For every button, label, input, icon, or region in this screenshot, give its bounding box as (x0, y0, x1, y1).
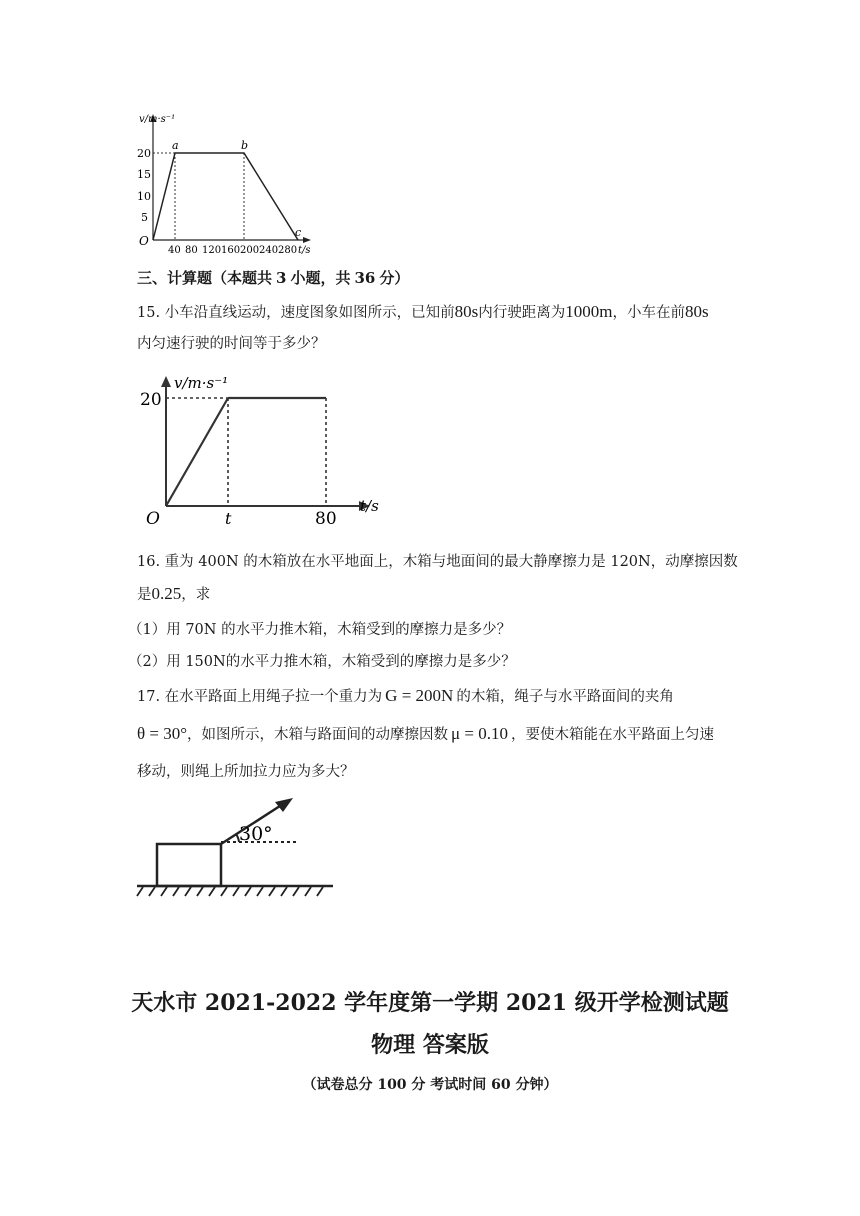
t-label: t (225, 509, 232, 528)
velocity-time-graph-1 (135, 108, 315, 258)
y-tick-20: 20 (137, 147, 151, 160)
box-rope-figure (135, 792, 340, 902)
y-tick-5: 5 (141, 211, 148, 224)
answer-subtitle: 物理 答案版 (371, 1032, 489, 1058)
question-17-line-3: 移动，则绳上所加拉力应为多大？ (137, 764, 355, 780)
question-16-line-1: 16. 重为 400N 的木箱放在水平地面上，木箱与地面间的最大静摩擦力是 120N，动摩擦因数 (137, 554, 738, 570)
x-tick-240: 240 (259, 245, 279, 256)
point-a-label: a (172, 139, 179, 152)
origin-label: O (146, 509, 160, 529)
y-tick-15: 15 (137, 168, 151, 181)
origin-label: O (139, 234, 149, 248)
x-tick-80: 80 (185, 245, 198, 256)
answer-title: 天水市 2021-2022 学年度第一学期 2021 级开学检测试题 (131, 990, 729, 1016)
answer-note: （试卷总分 100 分 考试时间 60 分钟） (302, 1077, 558, 1093)
x-tick-280: 280 (278, 245, 298, 256)
question-17-line-1: 17. 在水平路面上用绳子拉一个重力为 G = 200N 的木箱，绳子与水平路面间的夹角 (137, 686, 674, 705)
x-tick-160: 160 (221, 245, 241, 256)
y-tick-20: 20 (140, 390, 162, 410)
x-tick-120: 120 (202, 245, 222, 256)
y-axis-label: v/m·s⁻¹ (139, 114, 176, 125)
x-axis-label: t/s (298, 245, 311, 256)
question-15-line-2: 内匀速行驶的时间等于多少？ (137, 336, 326, 352)
y-axis-label: v/m·s⁻¹ (174, 374, 229, 392)
question-16-line-2: 是0.25，求 (137, 584, 211, 603)
angle-label: 30° (239, 823, 273, 845)
velocity-time-graph-2 (140, 372, 380, 532)
question-15-line-1: 15. 小车沿直线运动，速度图象如图所示，已知前80s内行驶距离为1000m，小车在前80s (137, 302, 709, 321)
x-axis-label: t/s (360, 497, 379, 515)
question-16-sub-1: （1）用 70N 的水平力推木箱，木箱受到的摩擦力是多少？ (128, 622, 512, 638)
question-16-sub-2: （2）用 150N的水平力推木箱，木箱受到的摩擦力是多少？ (128, 654, 516, 670)
x-tick-200: 200 (240, 245, 260, 256)
x-tick-40: 40 (168, 245, 181, 256)
x-tick-80: 80 (315, 509, 337, 529)
section-3-heading: 三、计算题（本题共 3 小题，共 36 分） (137, 269, 410, 287)
y-tick-10: 10 (137, 190, 151, 203)
point-b-label: b (241, 139, 249, 152)
question-17-line-2: θ = 30°，如图所示，木箱与路面间的动摩擦因数 μ = 0.10 ，要使木箱能在水平路面上匀速 (137, 724, 714, 743)
point-c-label: c (295, 226, 302, 239)
